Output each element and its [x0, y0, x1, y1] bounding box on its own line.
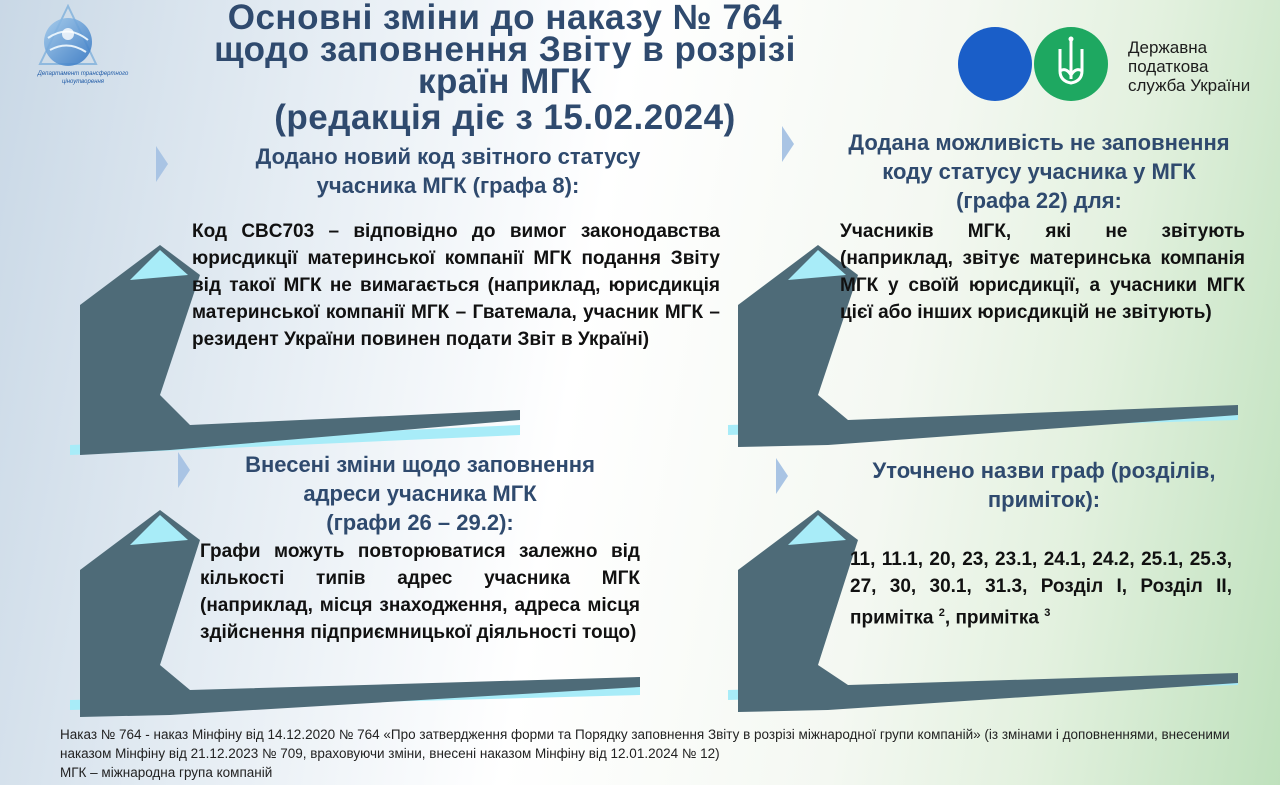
dps-emblem: [1034, 27, 1108, 101]
section1-text: Код CBC703 – відповідно до вимог законодавства юрисдикції материнської компанії МГК подання Звіту від такої МГК не вимагається (наприклад, юрисдикція материнської компанії МГК – Гватемала, учасник МГК – резидент України повинен подати Звіт в Україні): [192, 221, 720, 350]
footer-line2: МГК – міжнародна група компаній: [60, 765, 273, 780]
section1-heading: [178, 142, 718, 200]
section4-heading-line1: Уточнено назви граф (розділів,: [872, 458, 1216, 483]
title-line3: країн МГК: [418, 62, 592, 101]
footnote-mark-3: 3: [1044, 607, 1051, 619]
department-logo: [20, 4, 129, 88]
dps-name-line1: Державна: [1128, 38, 1208, 57]
footer-line1: Наказ № 764 - наказ Мінфіну від 14.12.2020 № 764 «Про затвердження форми та Порядку заповнення Звіту в розрізі міжнародної групи компаній» (із змінами і доповненнями, внесеними наказом Мінфіну від 21.12.2023 № 709, враховуючи зміни, внесені наказом Мінфіну від 12.01.2024 № 12): [60, 727, 1230, 761]
section3-heading-line2: адреси учасника МГК: [303, 481, 537, 506]
section4-text-line2: примітка: [955, 607, 1039, 629]
title-line2: щодо заповнення Звіту в розрізі: [214, 30, 796, 69]
section4-text: [850, 546, 1232, 631]
arrow-bullet-icon: [782, 126, 794, 162]
section2-heading-line1: Додана можливість не заповнення: [848, 130, 1230, 155]
arrow-bullet-icon: [776, 458, 788, 494]
arrow-bullet-icon: [178, 452, 190, 488]
footnote-mark-2: 2: [938, 607, 945, 619]
dps-name-line2: податкова: [1128, 57, 1209, 76]
section2-heading-line3: (графа 22) для:: [956, 188, 1122, 213]
section3-heading-line1: Внесені зміни щодо заповнення: [245, 452, 595, 477]
section1-heading-line1: Додано новий код звітного статусу: [255, 144, 641, 169]
section4-comma: ,: [944, 607, 951, 629]
section3-heading: [190, 450, 650, 537]
section4-heading-line2: приміток):: [987, 487, 1101, 512]
dps-name-line3: служба України: [1128, 76, 1251, 95]
logo-caption-line2: ціноутворення: [61, 79, 105, 85]
title-edition: (редакція діє з 15.02.2024): [274, 98, 736, 137]
logo-caption-line1: Департамент трансфертного: [37, 71, 129, 77]
title-line1: Основні зміни до наказу № 764: [227, 0, 783, 37]
section4-heading: [810, 456, 1278, 514]
globe-logo-icon: [20, 4, 116, 70]
section1-heading-line2: учасника МГК (графа 8):: [316, 173, 580, 198]
dps-name: [1128, 38, 1250, 95]
section3-heading-line3: (графи 26 – 29.2):: [326, 510, 514, 535]
slide-title: [120, 0, 890, 137]
trident-emblem-icon: [1034, 27, 1108, 101]
footer-notes: [60, 725, 1270, 782]
section2-text: Учасників МГК, які не звітують (наприклад, звітує материнська компанія МГК у своїй юрисдикції, а учасники МГК цієї або інших юрисдикцій не звітують): [840, 221, 1245, 323]
section3-text: Графи можуть повторюватися залежно від кількості типів адрес учасника МГК (наприклад, місця знаходження, адреса місця здійснення підприємницької діяльності тощо): [200, 541, 640, 643]
dps-blue-circle: [958, 27, 1032, 101]
section4-text-line1: 11, 11.1, 20, 23, 23.1, 24.1, 24.2, 25.1, 25.3, 27, 30, 30.1, 31.3, Розділ І, Розділ ІІ, примітка: [850, 549, 1232, 629]
arrow-bullet-icon: [156, 146, 168, 182]
section2-heading: [800, 128, 1278, 215]
section2-heading-line2: коду статусу учасника у МГК: [882, 159, 1196, 184]
